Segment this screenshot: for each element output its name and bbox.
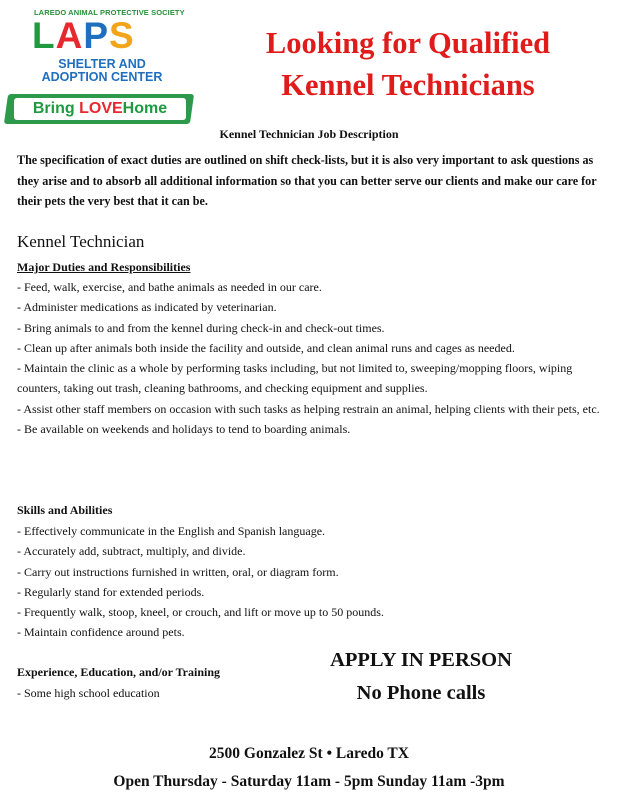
- laps-logo: [4, 8, 194, 124]
- logo-tagline-pre: Bring: [32, 100, 80, 117]
- headline-line2: Kennel Technicians: [281, 68, 535, 102]
- duty-item: - Clean up after animals both inside the facility and outside, and clean animal runs and cages as needed.: [17, 340, 515, 355]
- logo-letter-s: S: [109, 15, 135, 56]
- footer-address: 2500 Gonzalez St • Laredo TX: [209, 745, 409, 762]
- duty-item: - Bring animals to and from the kennel during check-in and check-out times.: [17, 320, 385, 335]
- duty-item: - Feed, walk, exercise, and bathe animals as needed in our care.: [17, 280, 322, 294]
- duty-item: - Be available on weekends and holidays to tend to boarding animals.: [17, 422, 351, 437]
- logo-letter-p: P: [83, 15, 110, 56]
- apply-in-person: APPLY IN PERSON: [330, 649, 512, 671]
- skill-item: - Carry out instructions furnished in written, oral, or diagram form.: [17, 564, 339, 579]
- logo-laps-letters: [32, 16, 135, 56]
- logo-shelter-line1: SHELTER AND: [58, 57, 146, 71]
- skills-list: [17, 521, 607, 643]
- experience-item: - Some high school education: [17, 686, 160, 700]
- skill-item: - Effectively communicate in the English and Spanish language.: [17, 524, 326, 538]
- headline: [206, 22, 610, 106]
- apply-callout: [290, 644, 552, 710]
- headline-line1: Looking for Qualified: [265, 26, 551, 60]
- duty-item: - Maintain the clinic as a whole by performing tasks including, but not limited to, sweeping/mopping floors, wiping counters, taking out trash, cleaning bathrooms, and checking equipment and supplies.: [17, 361, 573, 396]
- duties-list: [17, 277, 607, 439]
- job-description-subtitle: Kennel Technician Job Description: [219, 127, 399, 141]
- duty-item: - Administer medications as indicated by veterinarian.: [17, 300, 277, 315]
- logo-letter-l: L: [32, 15, 56, 56]
- duty-item: - Assist other staff members on occasion with such tasks as helping restrain an animal, helping clients with their pets, etc.: [17, 401, 600, 416]
- skill-item: - Accurately add, subtract, multiply, and divide.: [17, 544, 246, 559]
- footer-hours: Open Thursday - Saturday 11am - 5pm Sunday 11am -3pm: [113, 773, 505, 790]
- skill-item: - Regularly stand for extended periods.: [17, 584, 205, 599]
- skill-item: - Frequently walk, stoop, kneel, or crouch, and lift or move up to 50 pounds.: [17, 605, 384, 620]
- duties-heading: Major Duties and Responsibilities: [17, 260, 191, 274]
- logo-tagline: [14, 98, 186, 120]
- experience-heading: Experience, Education, and/or Training: [17, 665, 221, 679]
- intro-paragraph: The specification of exact duties are outlined on shift check-lists, but it is also very important to ask questions as they arise and to absorb all additional information so that you can better serve our clients and make our care for their pets the very best that it can be.: [17, 153, 597, 208]
- logo-letter-a: A: [55, 15, 84, 56]
- section-title: Kennel Technician: [17, 232, 145, 251]
- skill-item: - Maintain confidence around pets.: [17, 625, 185, 640]
- skills-heading: Skills and Abilities: [17, 503, 113, 517]
- logo-shelter-text: [32, 58, 172, 84]
- logo-tagline-love: LOVE: [79, 100, 123, 117]
- no-phone-calls: No Phone calls: [356, 682, 486, 704]
- logo-tagline-post: Home: [122, 100, 168, 117]
- logo-shelter-line2: ADOPTION CENTER: [41, 70, 163, 84]
- logo-org-name: LAREDO ANIMAL PROTECTIVE SOCIETY: [34, 8, 185, 17]
